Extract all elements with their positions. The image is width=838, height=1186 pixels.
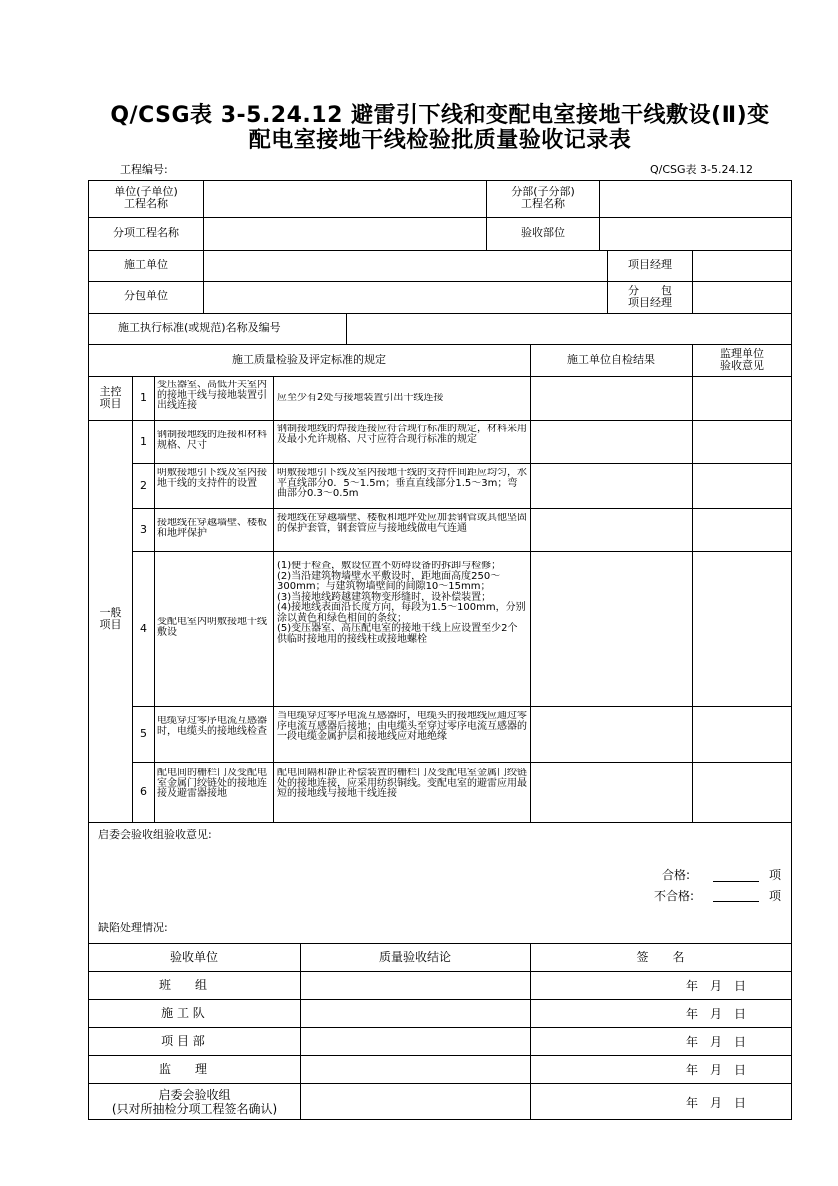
form-code: Q/CSG表 3-5.24.12 bbox=[650, 163, 754, 176]
subitem-name-label: 分项工程名称 bbox=[113, 227, 179, 239]
general-label: 一般 项目 bbox=[99, 607, 122, 631]
qualified-blank[interactable] bbox=[713, 881, 759, 882]
general-item-no: 5 bbox=[140, 728, 147, 740]
general-item-requirement: (1)便于检查，敷设位置不妨碍设备的拆卸与检修； (2)当沿建筑物墙壁水平敷设时，距地面高度250～300mm；与建筑物墙壁间的间隙10～15mm； (3)当接地线跨越建筑物变形缝时，设补偿装置； (4)接地线表面沿长度方向，每段为1.5～100mm，分别涂以黄色和绿色相间的条纹； (5)变压器室、高压配电室的接地干线上应设置至少2个供临时接地用的接线柱或接地螺栓 bbox=[277, 561, 526, 645]
general-item-no: 4 bbox=[140, 623, 147, 635]
unqualified-label: 不合格: bbox=[654, 889, 695, 903]
signoff-date: 年 月 日 bbox=[686, 1035, 747, 1049]
acceptance-part-label: 验收部位 bbox=[521, 227, 565, 239]
signoff-date: 年 月 日 bbox=[686, 1096, 747, 1110]
general-item-no: 1 bbox=[140, 436, 147, 448]
main-item-no: 1 bbox=[140, 392, 147, 404]
general-item-name: 变配电室内明敷接地干线敷设 bbox=[157, 617, 267, 638]
general-item-no: 6 bbox=[140, 786, 147, 798]
subcontract-unit-label: 分包单位 bbox=[124, 290, 168, 302]
main-item-name: 变压器室、高低开关室内的接地干线与接地装置引出线连接 bbox=[157, 380, 267, 411]
general-item-no: 3 bbox=[140, 524, 147, 536]
general-item-requirement: 当电缆穿过零序电流互感器时，电缆头的接地线应通过零序电流互感器后接地；由电缆头至穿过零序电流互感器的一段电缆金属护层和接地线应对地绝缘 bbox=[277, 711, 527, 742]
signoff-conclusion-header: 质量验收结论 bbox=[378, 951, 451, 963]
signoff-unit: 项 目 部 bbox=[161, 1035, 205, 1047]
form-title-line2: 配电室接地干线检验批质量验收记录表 bbox=[248, 128, 632, 153]
project-no-label: 工程编号: bbox=[120, 163, 168, 176]
self-check-header: 施工单位自检结果 bbox=[567, 354, 655, 366]
defect-label: 缺陷处理情况: bbox=[98, 922, 168, 934]
general-item-requirement: 钢制接地线的焊接连接应符合现行标准的规定，材料采用及最小允许规格、尺寸应符合现行标准的规定 bbox=[277, 424, 527, 445]
signoff-date: 年 月 日 bbox=[686, 979, 747, 993]
qualified-unit: 项 bbox=[769, 868, 782, 882]
general-item-no: 2 bbox=[140, 480, 147, 492]
subcontract-manager-label: 分 包 项目经理 bbox=[628, 285, 672, 309]
unit-name-label: 单位(子单位) 工程名称 bbox=[114, 186, 178, 210]
general-item-name: 接地线在穿越墙壁、楼板和地坪保护 bbox=[157, 518, 267, 539]
general-item-requirement: 明敷接地引下线及室内接地干线的支持件间距应均匀，水平直线部分0．5～1.5m；垂直直线部分1.5～3m；弯曲部分0.3～0.5m bbox=[277, 468, 527, 499]
general-item-requirement: 接地线在穿越墙壁、楼板和地坪处应加套钢管或其他坚固的保护套管，钢套管应与接地线做电气连通 bbox=[277, 513, 527, 534]
construction-unit-label: 施工单位 bbox=[124, 259, 168, 271]
signoff-date: 年 月 日 bbox=[686, 1063, 747, 1077]
general-item-name: 电缆穿过零序电流互感器时，电缆头的接地线检查 bbox=[157, 716, 267, 737]
signoff-unit-header: 验收单位 bbox=[169, 951, 218, 963]
signoff-unit: 启委会验收组 (只对所抽检分项工程签名确认) bbox=[111, 1088, 278, 1116]
general-item-name: 钢制接地线的连接和材料规格、尺寸 bbox=[157, 430, 267, 451]
general-item-name: 配电间的栅栏门及变配电室金属门绞链处的接地连接及避雷器接地 bbox=[157, 768, 267, 799]
division-name-label: 分部(子分部) 工程名称 bbox=[511, 186, 575, 210]
main-item-requirement: 应至少有2处与接地装置引出干线连接 bbox=[277, 393, 444, 403]
unqualified-unit: 项 bbox=[769, 889, 782, 903]
general-item-name: 明敷接地引下线及室内接地干线的支持件的设置 bbox=[157, 468, 267, 489]
signoff-unit: 监 理 bbox=[158, 1063, 207, 1075]
standard-label: 施工执行标准(或规范)名称及编号 bbox=[118, 322, 281, 334]
qualified-label: 合格: bbox=[662, 868, 691, 882]
spec-header: 施工质量检验及评定标准的规定 bbox=[232, 354, 386, 366]
project-manager-label: 项目经理 bbox=[628, 259, 672, 271]
unqualified-blank[interactable] bbox=[713, 901, 759, 902]
main-control-label: 主控 项目 bbox=[99, 386, 122, 410]
signoff-unit: 班 组 bbox=[158, 979, 207, 991]
general-item-requirement: 配电间隔和静止补偿装置的栅栏门及变配电室金属门绞链处的接地连接，应采用纺织铜线。变配电室的避雷应用最短的接地线与接地干线连接 bbox=[277, 768, 527, 799]
signoff-signature-header: 签 名 bbox=[636, 951, 685, 963]
supervision-header: 监理单位 验收意见 bbox=[720, 348, 764, 372]
opinion-label: 启委会验收组验收意见: bbox=[98, 829, 212, 841]
signoff-date: 年 月 日 bbox=[686, 1007, 747, 1021]
signoff-unit: 施 工 队 bbox=[161, 1007, 205, 1019]
form-title-line1: Q/CSG表 3-5.24.12 避雷引下线和变配电室接地干线敷设(Ⅱ)变 bbox=[110, 103, 770, 128]
